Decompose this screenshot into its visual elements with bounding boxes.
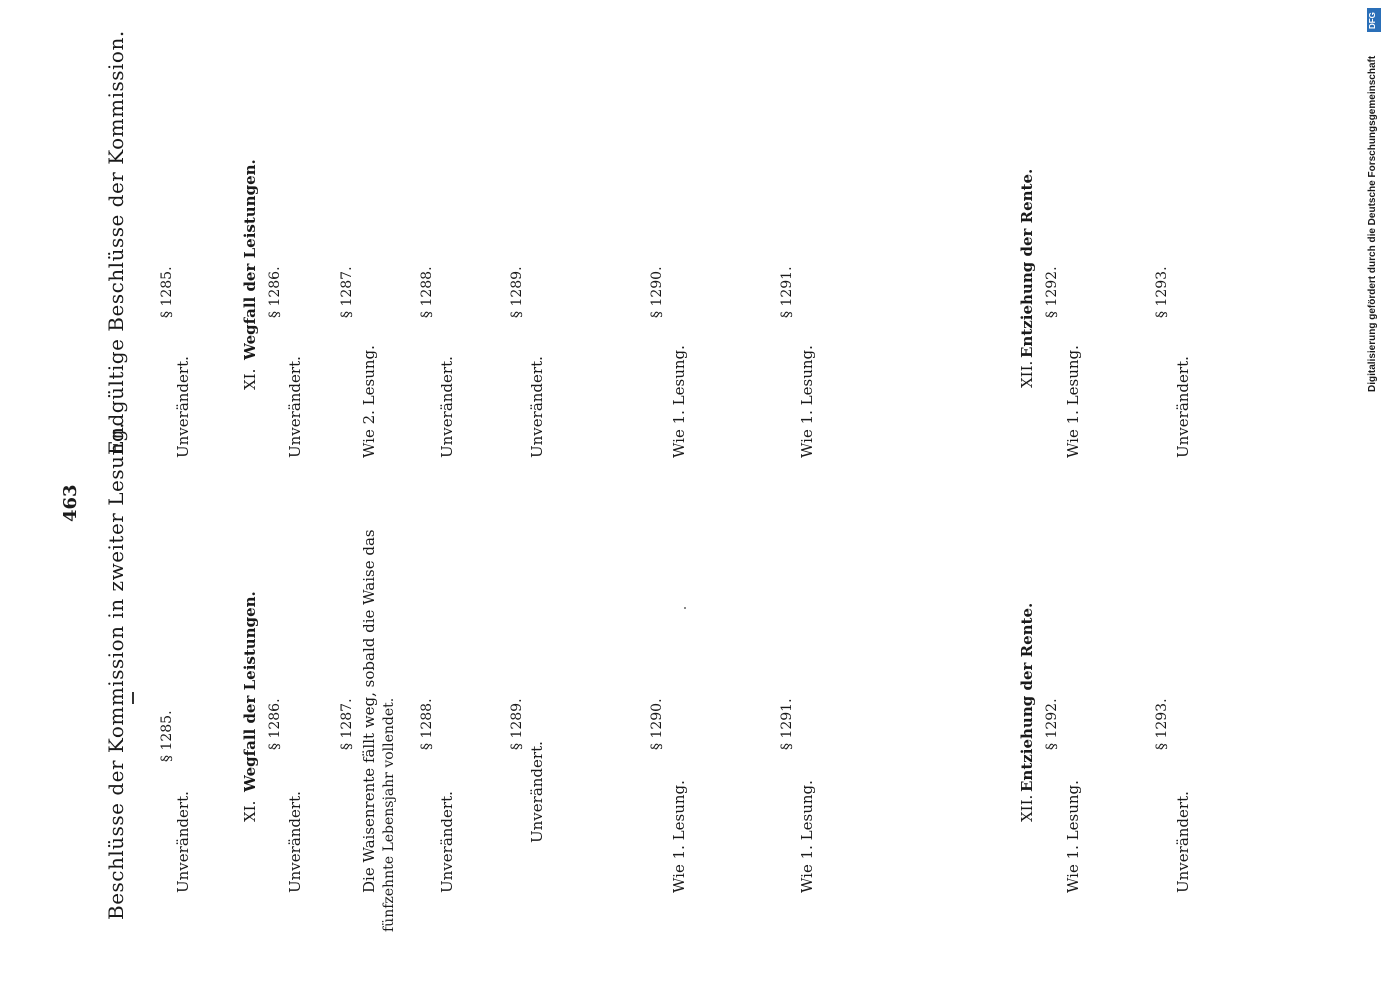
left-para-1288: § 1288. (419, 698, 435, 750)
page-number: 463 (60, 484, 81, 522)
left-para-1289: § 1289. (509, 698, 525, 750)
left-para-1285: § 1285. (159, 710, 175, 762)
right-text-1292: Wie 1. Lesung. (1064, 345, 1082, 458)
right-text-1290: Wie 1. Lesung. (670, 345, 688, 458)
right-section-title-xi: Wegfall der Leistungen. (241, 159, 259, 360)
dfg-logo (1367, 8, 1381, 32)
left-text-1290: Wie 1. Lesung. (670, 780, 688, 893)
right-text-1286: Unverändert. (286, 356, 304, 458)
right-para-1286: § 1286. (267, 266, 283, 318)
right-text-1287: Wie 2. Lesung. (360, 345, 378, 458)
right-para-1287: § 1287. (339, 266, 355, 318)
left-section-number-xii: XII. (1018, 794, 1036, 822)
right-section-number-xii: XII. (1018, 360, 1036, 388)
left-para-1286: § 1286. (267, 698, 283, 750)
right-section-title-xii: Entziehung der Rente. (1018, 168, 1036, 358)
right-column-heading: Endgültige Beschlüsse der Kommission. (104, 30, 128, 455)
left-section-title-xi: Wegfall der Leistungen. (241, 591, 259, 792)
left-text-1288: Unverändert. (438, 791, 456, 893)
right-para-1285: § 1285. (159, 266, 175, 318)
left-text-1287-line2: fünfzehnte Lebensjahr vollendet. (381, 697, 397, 932)
left-section-title-xii: Entziehung der Rente. (1018, 602, 1036, 792)
right-para-1292: § 1292. (1044, 266, 1060, 318)
left-para-1290: § 1290. (649, 698, 665, 750)
right-text-1288: Unverändert. (438, 356, 456, 458)
right-text-1291: Wie 1. Lesung. (798, 345, 816, 458)
right-text-1293: Unverändert. (1174, 356, 1192, 458)
left-para-1291: § 1291. (779, 698, 795, 750)
right-para-1289: § 1289. (509, 266, 525, 318)
right-para-1291: § 1291. (779, 266, 795, 318)
left-text-1293: Unverändert. (1174, 791, 1192, 893)
left-text-1286: Unverändert. (286, 791, 304, 893)
right-para-1288: § 1288. (419, 266, 435, 318)
dfg-logo-text: DFG (1368, 12, 1377, 29)
right-text-1289: Unverändert. (528, 356, 546, 458)
right-section-number-xi: XI. (241, 368, 259, 390)
scan-speck (684, 607, 686, 609)
left-text-1289: Unverändert. (528, 741, 546, 843)
right-para-1293: § 1293. (1154, 266, 1170, 318)
left-text-1287-line1: Die Waisenrente fällt weg, sobald die Waise das (360, 529, 378, 893)
heading-rule (132, 692, 134, 704)
right-para-1290: § 1290. (649, 266, 665, 318)
digitization-credit: Digitalisierung gefördert durch die Deutsche Forschungsgemeinschaft (1367, 55, 1378, 392)
left-text-1292: Wie 1. Lesung. (1064, 780, 1082, 893)
left-para-1292: § 1292. (1044, 698, 1060, 750)
left-section-number-xi: XI. (241, 800, 259, 822)
right-text-1285: Unverändert. (174, 356, 192, 458)
left-column-heading: Beschlüsse der Kommission in zweiter Lesung. (104, 421, 128, 920)
left-text-1285: Unverändert. (174, 791, 192, 893)
left-text-1291: Wie 1. Lesung. (798, 780, 816, 893)
left-para-1293: § 1293. (1154, 698, 1170, 750)
left-para-1287: § 1287. (339, 698, 355, 750)
